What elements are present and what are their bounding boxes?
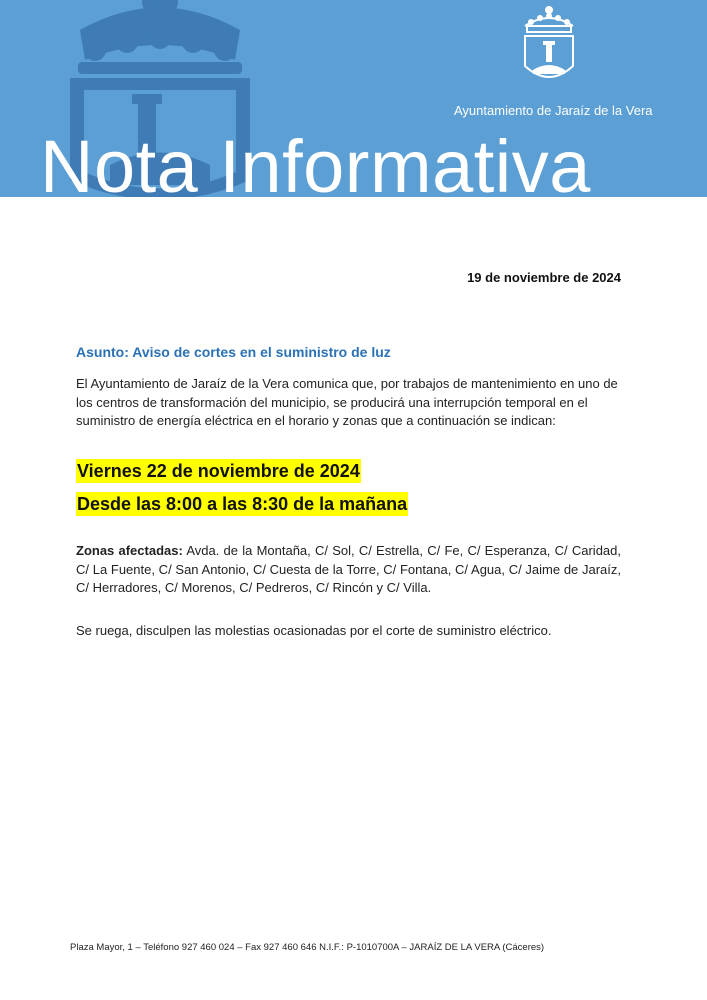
closing-paragraph: Se ruega, disculpen las molestias ocasionadas por el corte de suministro eléctrico. — [76, 623, 552, 638]
highlight-time: Desde las 8:00 a las 8:30 de la mañana — [77, 494, 408, 514]
page-title: Nota Informativa — [40, 125, 591, 197]
org-name: Ayuntamiento de Jaraíz de la Vera — [454, 103, 653, 118]
subject-heading: Asunto: Aviso de cortes en el suministro de luz — [76, 344, 391, 360]
affected-zones-label: Zonas afectadas: — [76, 543, 183, 558]
intro-paragraph: El Ayuntamiento de Jaraíz de la Vera comunica que, por trabajos de mantenimiento en uno de los centros de transformación del municipio, se producirá una interrupción temporal en el suministro de energía eléctrica en el horario y zonas que a continuación se indican: — [76, 376, 618, 428]
header-band — [0, 0, 707, 197]
document-date: 19 de noviembre de 2024 — [467, 270, 621, 285]
highlight-date: Viernes 22 de noviembre de 2024 — [77, 461, 360, 481]
town-crest-icon — [517, 4, 581, 88]
affected-zones-paragraph — [76, 542, 621, 598]
affected-zones-list: Avda. de la Montaña, C/ Sol, C/ Estrella, C/ Fe, C/ Esperanza, C/ Caridad, C/ La Fuente, C/ San Antonio, C/ Cuesta de la Torre, C/ Fontana, C/ Agua, C/ Jaime de Jaraíz, C/ Herradores, C/ Morenos, C/ Pedreros, C/ Rincón y C/ Villa. — [76, 543, 621, 595]
footer-contact: Plaza Mayor, 1 – Teléfono 927 460 024 – Fax 927 460 646 N.I.F.: P-1010700A – JARAÍZ DE LA VERA (Cáceres) — [70, 942, 545, 953]
